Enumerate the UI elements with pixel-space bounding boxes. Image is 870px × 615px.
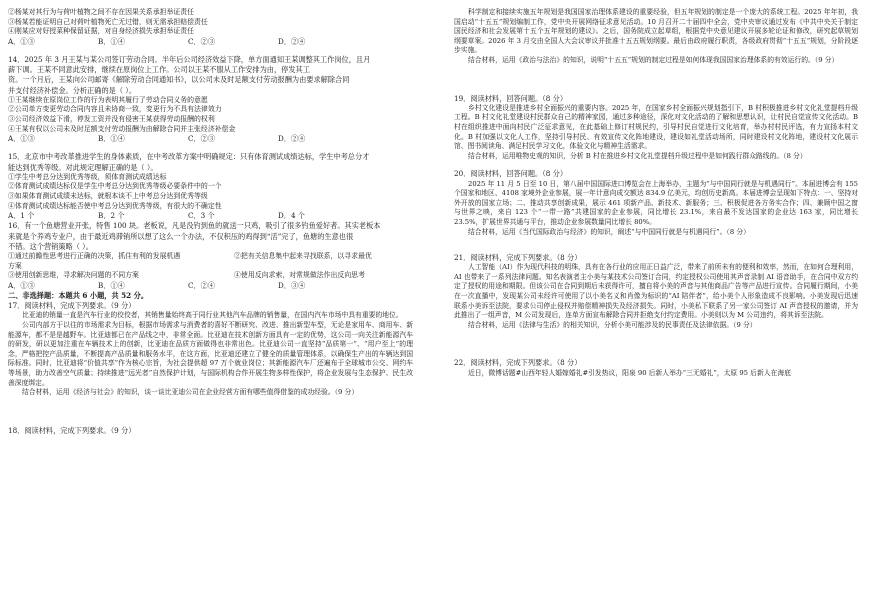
- option-line: ②公司单方变更劳动合同内容且未协商一致，变更行为不具有法律效力: [8, 105, 222, 114]
- option-line: ④王某有权以公司未及时足额支付劳动报酬为由解除合同并主张经济补偿金: [8, 124, 236, 133]
- question-15-stem: 能达到优秀等级。对此规定理解正确的是（ ）。: [8, 162, 158, 172]
- question-18-paragraph: 科学制定和接续实施五年规划是我国国家治理体系建设的重要经验，但五年规划的制定是一个庞大的系统工程。2025 年年初，我国启动“十五五”规划编制工作，党中央开展网络征求意见活动。10 月召开二十届四中全会，党中央审议通过发布《中共中央关于制定国民经济和社会发展第十五个五年规划的建议》。之后，国务院成立起草组，根据党中央意见建议开展多轮论证和修改，研究起草规划纲要草案。2026 年 3 月交由全国人大会议审议并批准十五五规划纲要。最后由政府履行职责，各级政府贯彻“十五五”规划，分阶段逐步实施。: [454, 8, 858, 55]
- answer-options: [8, 211, 413, 221]
- question-19-requirement: 结合材料，运用唯物史观的知识，分析 B 村在推进乡村文化礼堂提档升级过程中是如何践行群众路线的。（8 分）: [468, 151, 807, 160]
- option-line: ②杨某对其行为与荷叶植物之间不存在因果关系承担举证责任: [8, 8, 195, 16]
- option-line: ③如果体育测试成绩未达标，就根本谈不上中考总分达到优秀等级: [8, 191, 208, 200]
- answer-option[interactable]: B．2 个: [98, 211, 125, 221]
- question-16-stem: 16．有一个鱼塘营业开张，特售 100 块。老板说，凡是没钓到鱼的就送一只鸡，吸引了很多钓鱼爱好者。其实老板本: [8, 221, 381, 231]
- question-18-head: 18．阅读材料，完成下列要求。（9 分）: [8, 425, 136, 435]
- question-17-paragraph: 公司内部方于以往的市场需求为目标，根据市场需求与消费者的喜好不断研究、改进、推出新型车型，无论是家用车、商用车、新能源车，都不是是越野车。比亚迪都已在产品线之中，非常全面。比亚迪在技术创新方面具有一定的优势，这公司一向关注新能源汽车的研发，研以更加注重在车辆技术上的创新，比亚迪在品质方面做得也非常出色。比亚迪公司一直坚持“品质第一”、“用户至上”的理念，严格把控产品质量，不断提高产品质量和服务水平，在这方面，比亚迪还建立了健全的质量管理体系，以确保生产出的车辆达到国际标准。同时，比亚迪将“价值共享”作为核心宗旨，为社会提供超 97 万个就业岗位；其新能源汽车厂还遍布于全球城市公交、网约车等场景，助力改善空气质量；持续推进“远光者”自然保护计划，与国际机构合作开展生物多样性保护，将企业发展与生态保护、民生改善深度绑定。: [8, 320, 413, 387]
- question-20-requirement: 结合材料，运用《当代国际政治与经济》的知识，阐述“与中国同行就是与机遇同行”。（8 分）: [468, 227, 750, 236]
- answer-option[interactable]: B．①④: [98, 134, 125, 144]
- question-15-stem: 15．北京市中考改革推进学生的身体素质，在中考改革方案中明确规定：只有体育测试成绩达标，学生中考总分才: [8, 152, 370, 162]
- option-line: ①通过前瞻性思考进行正确的决策，抓住有利的发展机遇: [8, 251, 181, 260]
- question-19-head: 19．阅读材料，回答问题。（8 分）: [454, 93, 568, 103]
- answer-option[interactable]: D．②④: [278, 134, 306, 144]
- answer-option[interactable]: C．②③: [188, 134, 216, 144]
- question-16-stem: 来就是个养鸡专业户，由于最近鸡滞销所以想了这么一个办法，不仅积压的鸡得到“活”完了，鱼塘的生意也很: [8, 231, 354, 241]
- left-column: [8, 8, 413, 436]
- answer-options: [8, 37, 413, 47]
- option-line: ②体育测试成绩达标仅是学生中考总分达到优秀等级必要条件中的一个: [8, 182, 222, 191]
- answer-option[interactable]: D．②④: [278, 36, 306, 46]
- question-17-paragraph: 比亚迪的销量一直是汽车行业的佼佼者，其销售量始终高于同行业其他汽车品牌的销售量，在国内汽车市场中具有重要的地位。: [22, 311, 403, 320]
- option-line: 方案: [8, 261, 22, 270]
- answer-options: [8, 281, 413, 291]
- option-line: [234, 262, 413, 272]
- question-21-paragraph: 人工智能（AI）作为现代科技的明珠，具有在各行业的应用正日益广泛，带来了前所未有的便利和效率，然而，在如何合理利用，AI 也带来了一系列法律问题。知名表演者主小美与某技术公司签订合同，约定授权公司使用其声音录制 AI 语音助手，在合同中双方约定了授权的用途和期限。但该公司在合同到期后未获得许可，擅自将小美的声音与其他商品广告等产品进行宣传。合同履行期间，小美在一次直播中，发现某公司未经许可使用了以小美名义和肖像为标识的“AI 陪伴者”，给小美个人形象造成不良影响。小美发现后迅速联系小美诉至法院，要求公司停止侵权并赔偿精神损失及经济损失。同时，小美私下联系了另一家公司签订 AI 声音授权的邀请，并为此推出了一组声音，M 公司发现后，连单方面宣布解除合同并拒绝支付约定费用。小美则以为 M 公司违约，将其诉至法院。: [454, 263, 858, 320]
- option-line: ②把有关信息集中起来寻找联系，以寻求最优: [234, 251, 372, 260]
- option-line: ④刚某应对好授菜种保留证据，对自身经济损失承担举证责任: [8, 27, 195, 36]
- question-14-stem: 薪下调。王某不同意此安排，继续在原岗位上工作。公司以王某不服从工作安排为由，停发其工: [8, 65, 310, 75]
- question-14-stem: 资。一个月后，王某向公司邮寄《解除劳动合同通知书》，以公司未及时足额支付劳动报酬为由要求解除合同: [8, 75, 350, 85]
- answer-option[interactable]: C．②③: [188, 36, 216, 46]
- option-line: ④使用反向求索，对常规做法作出反向思考: [234, 271, 365, 280]
- answer-option[interactable]: B．①④: [98, 36, 125, 46]
- answer-option[interactable]: B．①④: [98, 280, 125, 290]
- answer-option[interactable]: A．①③: [8, 134, 35, 144]
- question-17-requirement: 结合材料，运用《经济与社会》的知识，谈一谈比亚迪公司在企业经营方面有哪些值得借鉴的成功经验。（9 分）: [22, 388, 359, 397]
- answer-option[interactable]: D．③④: [278, 280, 306, 290]
- option-line: ③杨某若能证明自己对荷叶植物死亡无过错，则无需承担赔偿责任: [8, 17, 208, 26]
- answer-options: [8, 134, 413, 144]
- option-pair: [8, 262, 413, 272]
- answer-option[interactable]: D．4 个: [278, 211, 305, 221]
- question-22-paragraph: 近日，微博话题#山西年轻人婚嫁婚礼#引发热议，阳泉 90 后新人举办“三无婚礼”，太原 95 后新人在海底: [468, 368, 791, 377]
- answer-option[interactable]: A．①③: [8, 36, 35, 46]
- answer-option[interactable]: A．①③: [8, 280, 35, 290]
- question-16-stem: 不错。这个营销策略（ ）。: [8, 241, 93, 251]
- option-line: ①王某继续在原岗位工作的行为表明其履行了劳动合同义务的意愿: [8, 95, 208, 104]
- question-22-head: 22．阅读材料，完成下列要求。（8 分）: [454, 358, 582, 368]
- section-heading: 二、非选择题：本题共 6 小题，共 52 分。: [8, 290, 149, 300]
- question-14-stem: 14．2025 年 3 月王某与某公司签订劳动合同。半年后公司经济效益下降，单方面通知王某调整其工作岗位，且月: [8, 54, 371, 64]
- question-21-head: 21．阅读材料，完成下列要求。（8 分）: [454, 253, 582, 263]
- question-20-paragraph: 2025 年 11 月 5 日至 10 日，第八届中国国际进口博览会在上海举办，主题为“与中国同行就是与机遇同行”。本届进博会有 155 个国家和地区、4108 家境外企业参展，展一年计意向成交额达 834.9 亿美元，均创历史新高。本届进博会呈现如下特点：一、坚持对外开放的国家立场；二、推动共享创新成果，展示 461 项新产品、新技术、新服务；三、积极促进各方务实合作；四、兼顾中国之窗与世界之映，来自 123 个“一带一路”共建国家的企业参展，同比增长 23.1%，来自最不发达国家的企业达 163 家，同比增长 23.5%，扩展世界共通与平台，推动企业参展数量同比增长 80%。: [454, 179, 858, 226]
- question-20-head: 20．阅读材料，回答问题。（8 分）: [454, 169, 568, 179]
- option-line: ③公司经济效益下滑，停发工资并没有侵害王某获得劳动报酬的权利: [8, 114, 215, 123]
- question-18-requirement: 结合材料，运用《政治与法治》的知识，说明“十五五”规划的制定过程是如何体现我国国家治理体系的有效运行的。（9 分）: [468, 55, 839, 64]
- option-pair: [8, 271, 413, 281]
- option-line: ④体育测试成绩达标能否使中考总分达到优秀等级，有很大的不确定性: [8, 201, 222, 210]
- question-21-requirement: 结合材料，运用《法律与生活》的相关知识，分析小美可能涉及的民事责任及法律依据。（9 分）: [468, 320, 757, 329]
- question-14-stem: 并支付经济补偿金。分析正确的是（ ）。: [8, 85, 137, 95]
- answer-option[interactable]: C．3 个: [188, 211, 215, 221]
- option-line: ①学生中考总分达到优秀等级，须体育测试成绩达标: [8, 172, 167, 181]
- right-column: [454, 8, 858, 378]
- option-pair: [8, 252, 413, 262]
- option-line: ③使用创新思维，寻求解决问题的不同方案: [8, 271, 139, 280]
- answer-option[interactable]: C．②④: [188, 280, 216, 290]
- answer-option[interactable]: A．1 个: [8, 211, 35, 221]
- question-19-paragraph: 乡村文化建设是推进乡村全面振兴的重要内容。2025 年，在国家乡村全面振兴规划指引下，B 村积极推进乡村文化礼堂提档升级工程。B 村文化礼堂建设村民群众自己的精神家园，通过多种途径，深化对文化活动的了解和思想认识，让村民自觉宣传文化活动。B 村在组织推进中面向村民广泛征求意见，在此基础上修订村规民约，引导村民自觉进行文化培育，举办村村民评选，有力宣扬本村文化。B 村加强以文化人工作，坚持引导村民、有效宣传文化阵地建设，建设如礼堂活动场所，同时建设村文化阵地，建设村文化展示馆、图书阅读角、满足村民学习文化，体验文化与精神生活需求。: [454, 103, 858, 151]
- question-17-head: 17．阅读材料，完成下列要求。（9 分）: [8, 301, 136, 311]
